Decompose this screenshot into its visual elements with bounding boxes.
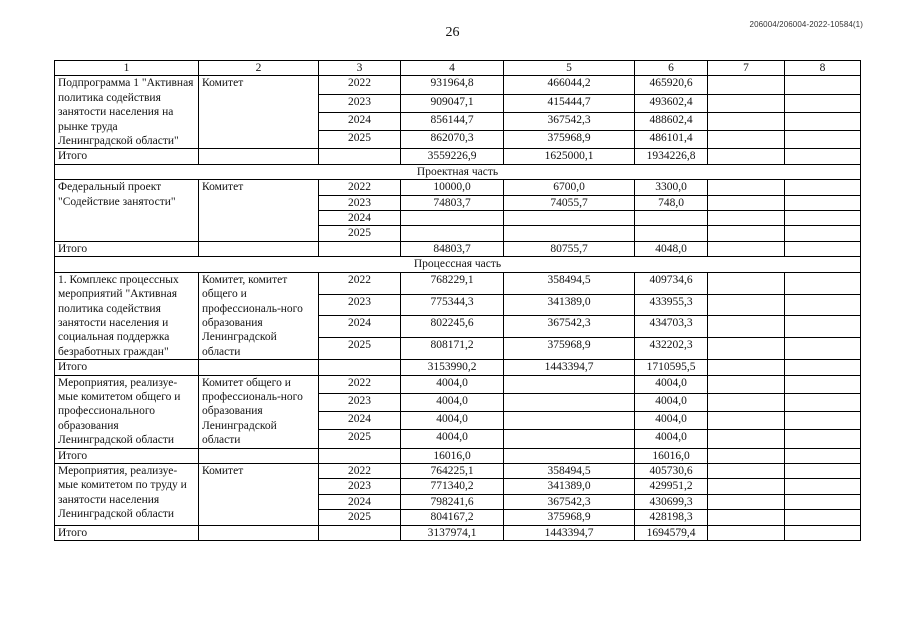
col6-cell: 4004,0 [635, 393, 708, 411]
year-cell: 2022 [319, 463, 401, 478]
col6-cell: 405730,6 [635, 463, 708, 478]
col4-cell: 909047,1 [401, 94, 504, 112]
col8-cell [785, 195, 861, 210]
year-cell: 2023 [319, 94, 401, 112]
document-id: 206004/206004-2022-10584(1) [749, 20, 863, 29]
year-cell: 2023 [319, 294, 401, 316]
table-row [55, 463, 861, 478]
col8-cell [785, 112, 861, 130]
col4-cell: 10000,0 [401, 180, 504, 195]
total-label: Итого [55, 525, 199, 540]
col7-cell [708, 112, 785, 130]
year-cell: 2022 [319, 180, 401, 195]
col7-cell [708, 316, 785, 338]
table-row [55, 272, 861, 294]
executor-name: Комитет общего и профессиональ-ного образования Ленинградской области [199, 375, 319, 448]
col7-cell [708, 430, 785, 448]
total-label: Итого [55, 241, 199, 256]
col7-cell [708, 338, 785, 360]
col8-cell [785, 131, 861, 149]
total-empty [199, 241, 319, 256]
col7-cell [708, 463, 785, 478]
total-empty [199, 448, 319, 463]
total-col6: 4048,0 [635, 241, 708, 256]
col7-cell [708, 76, 785, 94]
total-col5: 80755,7 [504, 241, 635, 256]
total-col8 [785, 149, 861, 164]
col5-cell: 358494,5 [504, 463, 635, 478]
col8-cell [785, 211, 861, 226]
col7-cell [708, 272, 785, 294]
col8-cell [785, 412, 861, 430]
year-cell: 2022 [319, 76, 401, 94]
col5-cell: 367542,3 [504, 494, 635, 509]
total-row [55, 241, 861, 256]
col7-cell [708, 131, 785, 149]
section-header-row [55, 164, 861, 179]
column-header: 8 [785, 61, 861, 76]
col5-cell [504, 226, 635, 241]
total-col7 [708, 525, 785, 540]
table-row [55, 76, 861, 94]
col5-cell: 375968,9 [504, 338, 635, 360]
col6-cell: 486101,4 [635, 131, 708, 149]
col7-cell [708, 479, 785, 494]
column-header: 4 [401, 61, 504, 76]
col8-cell [785, 294, 861, 316]
col4-cell: 4004,0 [401, 430, 504, 448]
col5-cell: 367542,3 [504, 316, 635, 338]
col5-cell: 466044,2 [504, 76, 635, 94]
total-empty [199, 149, 319, 164]
year-cell: 2025 [319, 510, 401, 525]
page-number: 26 [445, 25, 460, 40]
executor-name: Комитет, комитет общего и профессиональ-ного образования Ленинградской области [199, 272, 319, 359]
total-row [55, 448, 861, 463]
total-label: Итого [55, 448, 199, 463]
col4-cell: 808171,2 [401, 338, 504, 360]
total-col6: 16016,0 [635, 448, 708, 463]
col5-cell: 358494,5 [504, 272, 635, 294]
col4-cell: 862070,3 [401, 131, 504, 149]
total-col7 [708, 241, 785, 256]
col8-cell [785, 76, 861, 94]
col6-cell: 432202,3 [635, 338, 708, 360]
total-col5 [504, 448, 635, 463]
total-row [55, 525, 861, 540]
program-name: Подпрограмма 1 "Активная политика содействия занятости населения на рынке труда Ленинградской области" [55, 76, 199, 149]
year-cell: 2025 [319, 338, 401, 360]
col5-cell [504, 211, 635, 226]
col8-cell [785, 430, 861, 448]
col4-cell [401, 211, 504, 226]
column-header: 6 [635, 61, 708, 76]
col7-cell [708, 180, 785, 195]
column-header: 7 [708, 61, 785, 76]
col8-cell [785, 226, 861, 241]
col7-cell [708, 375, 785, 393]
col8-cell [785, 180, 861, 195]
col6-cell: 4004,0 [635, 430, 708, 448]
col7-cell [708, 494, 785, 509]
col4-cell: 4004,0 [401, 375, 504, 393]
col4-cell: 4004,0 [401, 393, 504, 411]
col7-cell [708, 412, 785, 430]
year-cell: 2023 [319, 393, 401, 411]
col4-cell: 768229,1 [401, 272, 504, 294]
col6-cell: 430699,3 [635, 494, 708, 509]
total-empty [199, 360, 319, 375]
col4-cell: 931964,8 [401, 76, 504, 94]
col4-cell [401, 226, 504, 241]
col6-cell: 433955,3 [635, 294, 708, 316]
col8-cell [785, 338, 861, 360]
total-col4: 3559226,9 [401, 149, 504, 164]
col7-cell [708, 393, 785, 411]
col4-cell: 4004,0 [401, 412, 504, 430]
total-col8 [785, 525, 861, 540]
year-cell: 2024 [319, 112, 401, 130]
total-col8 [785, 360, 861, 375]
col6-cell [635, 226, 708, 241]
year-cell: 2022 [319, 272, 401, 294]
total-label: Итого [55, 360, 199, 375]
col4-cell: 764225,1 [401, 463, 504, 478]
executor-name: Комитет [199, 76, 319, 149]
budget-table [54, 60, 861, 541]
col8-cell [785, 94, 861, 112]
total-empty [319, 448, 401, 463]
col6-cell: 493602,4 [635, 94, 708, 112]
col5-cell: 74055,7 [504, 195, 635, 210]
total-row [55, 360, 861, 375]
column-header: 3 [319, 61, 401, 76]
total-col7 [708, 360, 785, 375]
col5-cell [504, 393, 635, 411]
col7-cell [708, 195, 785, 210]
col4-cell: 802245,6 [401, 316, 504, 338]
col4-cell: 775344,3 [401, 294, 504, 316]
total-col7 [708, 448, 785, 463]
col7-cell [708, 226, 785, 241]
col6-cell: 409734,6 [635, 272, 708, 294]
col5-cell: 341389,0 [504, 479, 635, 494]
total-empty [319, 525, 401, 540]
col6-cell: 465920,6 [635, 76, 708, 94]
total-empty [319, 241, 401, 256]
col8-cell [785, 463, 861, 478]
total-empty [319, 149, 401, 164]
total-empty [319, 360, 401, 375]
col7-cell [708, 94, 785, 112]
column-header: 5 [504, 61, 635, 76]
header-row [55, 61, 861, 76]
col8-cell [785, 494, 861, 509]
col8-cell [785, 272, 861, 294]
section-title: Процессная часть [55, 257, 861, 272]
col4-cell: 856144,7 [401, 112, 504, 130]
col6-cell: 434703,3 [635, 316, 708, 338]
col6-cell: 4004,0 [635, 375, 708, 393]
col8-cell [785, 375, 861, 393]
col5-cell: 367542,3 [504, 112, 635, 130]
col5-cell: 415444,7 [504, 94, 635, 112]
col4-cell: 804167,2 [401, 510, 504, 525]
program-name: Федеральный проект "Содействие занятости" [55, 180, 199, 242]
table-row [55, 180, 861, 195]
total-col6: 1710595,5 [635, 360, 708, 375]
col8-cell [785, 393, 861, 411]
program-name: Мероприятия, реализуе-мые комитетом по труду и занятости населения Ленинградской области [55, 463, 199, 525]
col4-cell: 74803,7 [401, 195, 504, 210]
year-cell: 2023 [319, 195, 401, 210]
col6-cell: 428198,3 [635, 510, 708, 525]
col5-cell: 375968,9 [504, 131, 635, 149]
col7-cell [708, 211, 785, 226]
column-header: 1 [55, 61, 199, 76]
year-cell: 2024 [319, 412, 401, 430]
col5-cell: 6700,0 [504, 180, 635, 195]
program-name: 1. Комплекс процессных мероприятий "Активная политика содействия занятости населения и социальная поддержка безработных граждан" [55, 272, 199, 359]
section-title: Проектная часть [55, 164, 861, 179]
col6-cell: 4004,0 [635, 412, 708, 430]
total-col5: 1625000,1 [504, 149, 635, 164]
col5-cell [504, 412, 635, 430]
program-name: Мероприятия, реализуе-мые комитетом общего и профессионального образования Ленинградской области [55, 375, 199, 448]
col5-cell [504, 375, 635, 393]
executor-name: Комитет [199, 463, 319, 525]
total-col4: 3137974,1 [401, 525, 504, 540]
col8-cell [785, 479, 861, 494]
year-cell: 2024 [319, 316, 401, 338]
year-cell: 2025 [319, 226, 401, 241]
col5-cell [504, 430, 635, 448]
total-row [55, 149, 861, 164]
col6-cell: 748,0 [635, 195, 708, 210]
total-col8 [785, 448, 861, 463]
year-cell: 2025 [319, 131, 401, 149]
col7-cell [708, 510, 785, 525]
col4-cell: 771340,2 [401, 479, 504, 494]
year-cell: 2025 [319, 430, 401, 448]
executor-name: Комитет [199, 180, 319, 242]
col7-cell [708, 294, 785, 316]
total-col4: 16016,0 [401, 448, 504, 463]
col4-cell: 798241,6 [401, 494, 504, 509]
total-empty [199, 525, 319, 540]
col8-cell [785, 510, 861, 525]
total-col6: 1934226,8 [635, 149, 708, 164]
col8-cell [785, 316, 861, 338]
total-col8 [785, 241, 861, 256]
total-col7 [708, 149, 785, 164]
year-cell: 2024 [319, 494, 401, 509]
table-row [55, 375, 861, 393]
col6-cell: 429951,2 [635, 479, 708, 494]
total-col6: 1694579,4 [635, 525, 708, 540]
col6-cell [635, 211, 708, 226]
col6-cell: 488602,4 [635, 112, 708, 130]
year-cell: 2024 [319, 211, 401, 226]
col5-cell: 341389,0 [504, 294, 635, 316]
year-cell: 2022 [319, 375, 401, 393]
total-col5: 1443394,7 [504, 360, 635, 375]
col5-cell: 375968,9 [504, 510, 635, 525]
total-col4: 84803,7 [401, 241, 504, 256]
column-header: 2 [199, 61, 319, 76]
total-col4: 3153990,2 [401, 360, 504, 375]
total-col5: 1443394,7 [504, 525, 635, 540]
total-label: Итого [55, 149, 199, 164]
table-body [55, 61, 861, 541]
col6-cell: 3300,0 [635, 180, 708, 195]
year-cell: 2023 [319, 479, 401, 494]
section-header-row [55, 257, 861, 272]
